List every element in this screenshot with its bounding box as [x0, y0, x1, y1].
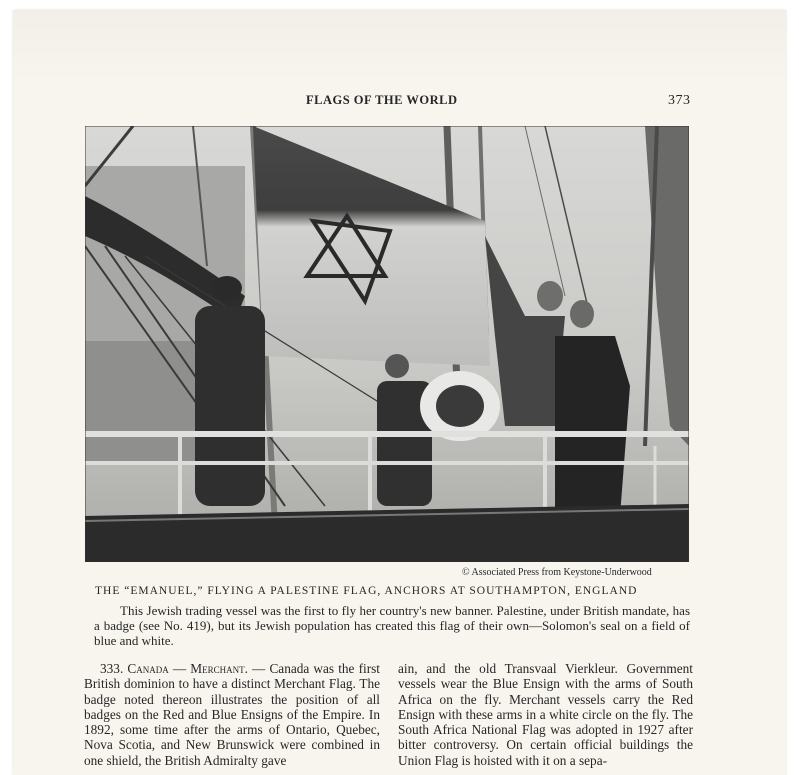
article-column-left: [84, 661, 380, 768]
photo-illustration: [85, 126, 689, 562]
page-number: 373: [668, 93, 691, 108]
caption-title: THE “EMANUEL,” FLYING A PALESTINE FLAG, ANCHORS AT SOUTHAMPTON, ENGLAND: [95, 585, 638, 597]
running-title: FLAGS OF THE WORLD: [306, 93, 458, 107]
photo-ship-flag: [85, 126, 689, 562]
article-left-text: — Canada was the first British dominion to have a distinct Merchant Flag. The badge noted thereon illustrates the position of all badges on the Red and Blue Ensigns of the Empire. In 1892, some time after the arms of Ontario, Quebec, Nova Scotia, and New Brunswick were combined in one shield, the British Admiralty gave: [84, 661, 380, 768]
caption-body: This Jewish trading vessel was the first to fly her country's new banner. Palestine, under British mandate, has a badge (see No. 419), but its Jewish population has created this flag of their own—Solomon's seal on a field of blue and white.: [94, 603, 690, 648]
article-right-text: ain, and the old Transvaal Vierkleur. Government vessels wear the Blue Ensign with the arms of South Africa on the fly. Merchant vessels carry the Red Ensign with these arms in a white circle on the fly. The South Africa National Flag was adopted in 1927 after bitter controversy. On certain official buildings the Union Flag is hoisted with it on a sepa-: [398, 661, 693, 768]
photo-credit: © Associated Press from Keystone-Underwood: [462, 567, 652, 578]
article-column-right: [398, 661, 693, 768]
entry-heading-canada-merchant: 333. Canada — Merchant.: [100, 661, 248, 676]
